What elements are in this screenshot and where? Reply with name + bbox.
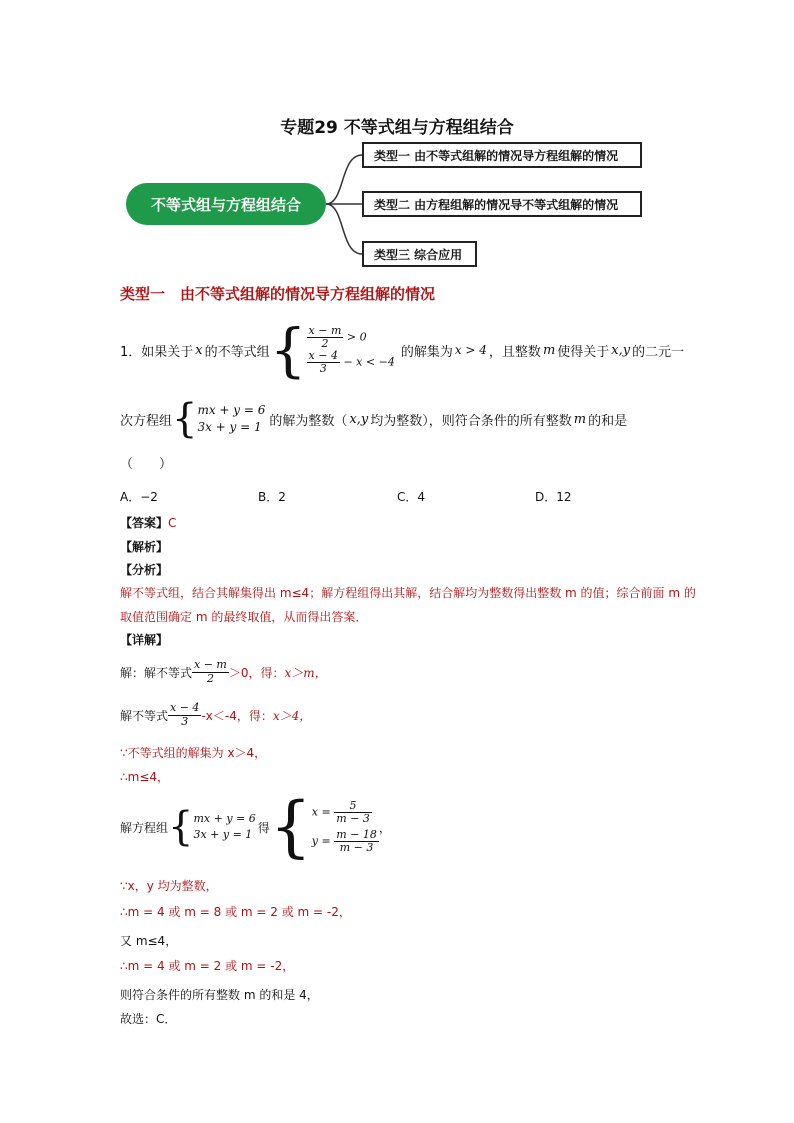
solution-step-2 [120,697,311,733]
fenxi-label: 【分析】 [120,563,169,577]
s5-x-den: m − 3 [336,811,370,825]
solution-step-3: ∵不等式组的解集为 x＞4， [120,746,267,760]
s2-result: x＞4， [272,708,312,723]
s5-equation-system [193,811,255,844]
option-a: A．−2 [120,490,158,504]
q1-prefix: 1．如果关于 [120,344,194,360]
mindmap-center-node: 不等式组与方程组结合 [126,183,326,225]
q1-line2-end: 的和是 [588,413,628,429]
s5-eq2: 3x + y = 1 [193,828,253,841]
brace-icon: { [269,316,307,384]
mindmap-branch-2: 类型二 由方程组解的情况导不等式组解的情况 [362,191,642,217]
s2-num: x − 4 [170,701,200,715]
s5-y-den: m − 3 [339,841,374,855]
solution-step-11: 故选：C． [120,1012,177,1026]
s5-x-num: 5 [334,800,372,813]
q1-mid1: 的不等式组 [204,344,270,360]
s1-pre: 解：解不等式 [120,665,193,680]
s5-y-num: m − 18 [336,828,377,841]
q1-solution-set: x > 4 [454,343,487,357]
solution-step-1 [120,654,327,690]
q1-mid4: 使得关于 [557,344,610,360]
s5-y-lhs: y = [311,834,331,848]
q1-ineq2-den: 3 [319,362,327,376]
s2-den: 3 [181,714,189,728]
q1-inequality-system [307,325,395,375]
q1-ineq2-num: x − 4 [308,349,338,362]
q1-line2-m: m [573,411,587,427]
q1-var-x: x [195,342,203,358]
solution-step-7: ∴m = 4 或 m = 8 或 m = 2 或 m = -2， [120,905,351,919]
brace-icon: { [269,788,312,865]
mindmap-branch-1: 类型一 由不等式组解的情况导方程组解的情况 [362,142,642,168]
option-d: D．12 [535,490,572,504]
q1-var-m: m [542,342,556,358]
s5-x-lhs: x = [311,805,331,819]
q1-ineq1-den: 2 [321,336,329,350]
s5-eq1: mx + y = 6 [193,811,256,825]
solution-step-10: 则符合条件的所有整数 m 的和是 4， [120,988,319,1002]
q1-eq2: 3x + y = 1 [197,420,262,434]
s1-post: ＞0，得： [228,665,285,680]
q1-ineq1-tail: > 0 [346,330,367,344]
solution-step-6: ∵x，y 均为整数， [120,879,218,893]
s1-den: 2 [206,671,214,685]
q1-line2-xy: x,y [349,411,369,427]
page-title: 专题29 不等式组与方程组结合 [280,118,514,138]
q1-mid5: 的二元一 [632,344,685,360]
section-heading: 类型一 由不等式组解的情况导方程组解的情况 [120,285,436,303]
option-c: C．4 [397,490,426,504]
answer-label: 【答案】 [120,516,169,530]
q1-equation-system [197,402,265,436]
analysis-label: 【解析】 [120,540,169,554]
solution-step-8: 又 m≤4， [120,934,178,948]
q1-vars-xy: x,y [611,342,631,358]
q1-eq1: mx + y = 6 [197,403,266,418]
s1-num: x − m [194,658,227,672]
detail-label: 【详解】 [120,633,169,647]
s5-solution-system [312,800,379,854]
s5-de: 得 [257,820,270,835]
solution-step-9: ∴m = 4 或 m = 2 或 m = -2， [120,959,295,973]
option-b: B．2 [258,490,286,504]
q1-ineq2-tail: − x < −4 [343,355,395,369]
q1-line2-mid: 的解为整数（ [269,413,348,429]
q1-ineq1-num: x − m [308,323,342,337]
fenxi-text-line-2: 取值范围确定 m 的最终取值，从而得出答案． [120,610,368,624]
brace-icon: { [172,396,198,442]
s2-post: -x＜-4，得： [201,708,273,723]
q1-line2-tail: 均为整数），则符合条件的所有整数 [370,413,572,429]
answer-row [120,514,176,531]
s5-pre: 解方程组 [120,820,169,835]
q1-answer-paren: （ ） [120,457,173,472]
solution-step-5 [120,790,391,864]
s2-pre: 解不等式 [120,708,169,723]
mindmap-branch-3: 类型三 综合应用 [362,241,477,267]
question-1-line-1 [120,318,684,382]
brace-icon: { [168,804,194,850]
fenxi-text-line-1: 解不等式组，结合其解集得出 m≤4；解方程组得出其解，结合解均为整数得出整数 m 的值；综合前面 m 的 [120,586,696,600]
q1-line2-prefix: 次方程组 [120,413,173,429]
q1-mid2: 的解集为 [400,344,453,360]
answer-value: C [168,516,177,530]
solution-step-4: ∴m≤4， [120,770,170,784]
q1-mid3: ，且整数 [488,344,541,360]
s1-result: x＞m， [284,665,327,680]
s5-end: ， [378,820,391,835]
question-1-line-2 [120,396,627,442]
mindmap-connectors [0,0,794,280]
